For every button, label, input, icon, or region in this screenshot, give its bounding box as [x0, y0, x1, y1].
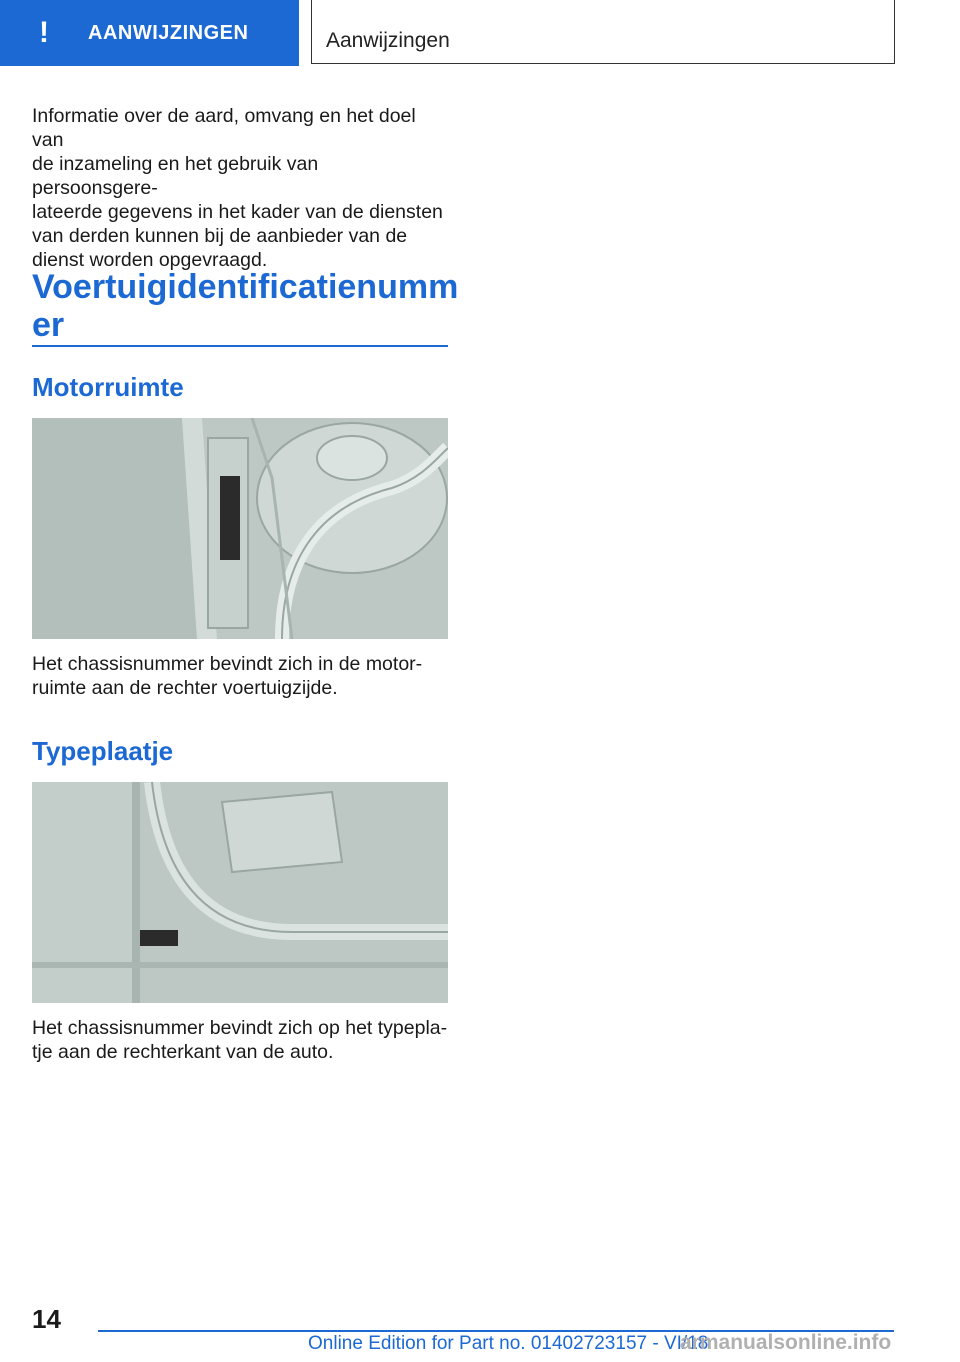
main-heading-line: er — [32, 306, 65, 344]
page-number: 14 — [32, 1304, 61, 1334]
main-heading — [32, 268, 459, 344]
heading-divider — [32, 345, 448, 347]
intro-line: van derden kunnen bij de aanbieder van de — [32, 225, 408, 247]
main-heading-line: Voertuigidentificatienumm — [32, 268, 459, 306]
section-tab — [0, 0, 299, 66]
typeplate-caption — [32, 1016, 448, 1064]
engine-heading: Motorruimte — [32, 372, 184, 402]
chapter-title: Aanwijzingen — [326, 29, 450, 52]
typeplate-caption-line: tje aan de rechterkant van de auto. — [32, 1041, 334, 1063]
watermark: armanualsonline.info — [680, 1331, 892, 1354]
typeplate-heading-wrap — [32, 736, 448, 767]
exclamation-icon: ! — [39, 16, 49, 49]
intro-line: de inzameling en het gebruik van persoonsgere- — [32, 153, 319, 199]
engine-heading-wrap — [32, 372, 448, 403]
typeplate-heading: Typeplaatje — [32, 736, 174, 766]
typeplate-illustration — [32, 782, 448, 1003]
engine-caption-line: ruimte aan de rechter voertuigzijde. — [32, 677, 338, 699]
intro-line: dienst worden opgevraagd. — [32, 249, 268, 271]
intro-line: lateerde gegevens in het kader van de diensten — [32, 201, 443, 223]
chapter-header — [311, 0, 895, 64]
intro-paragraph — [32, 104, 448, 272]
engine-caption — [32, 652, 448, 700]
engine-bay-illustration — [32, 418, 448, 639]
typeplate-caption-line: Het chassisnummer bevindt zich op het typepla- — [32, 1017, 448, 1039]
section-tab-label: AANWIJZINGEN — [88, 21, 249, 44]
engine-caption-line: Het chassisnummer bevindt zich in de motor- — [32, 653, 423, 675]
edition-text: Online Edition for Part no. 01402723157 - VI/18 — [308, 1333, 709, 1354]
intro-line: Informatie over de aard, omvang en het doel van — [32, 105, 416, 151]
